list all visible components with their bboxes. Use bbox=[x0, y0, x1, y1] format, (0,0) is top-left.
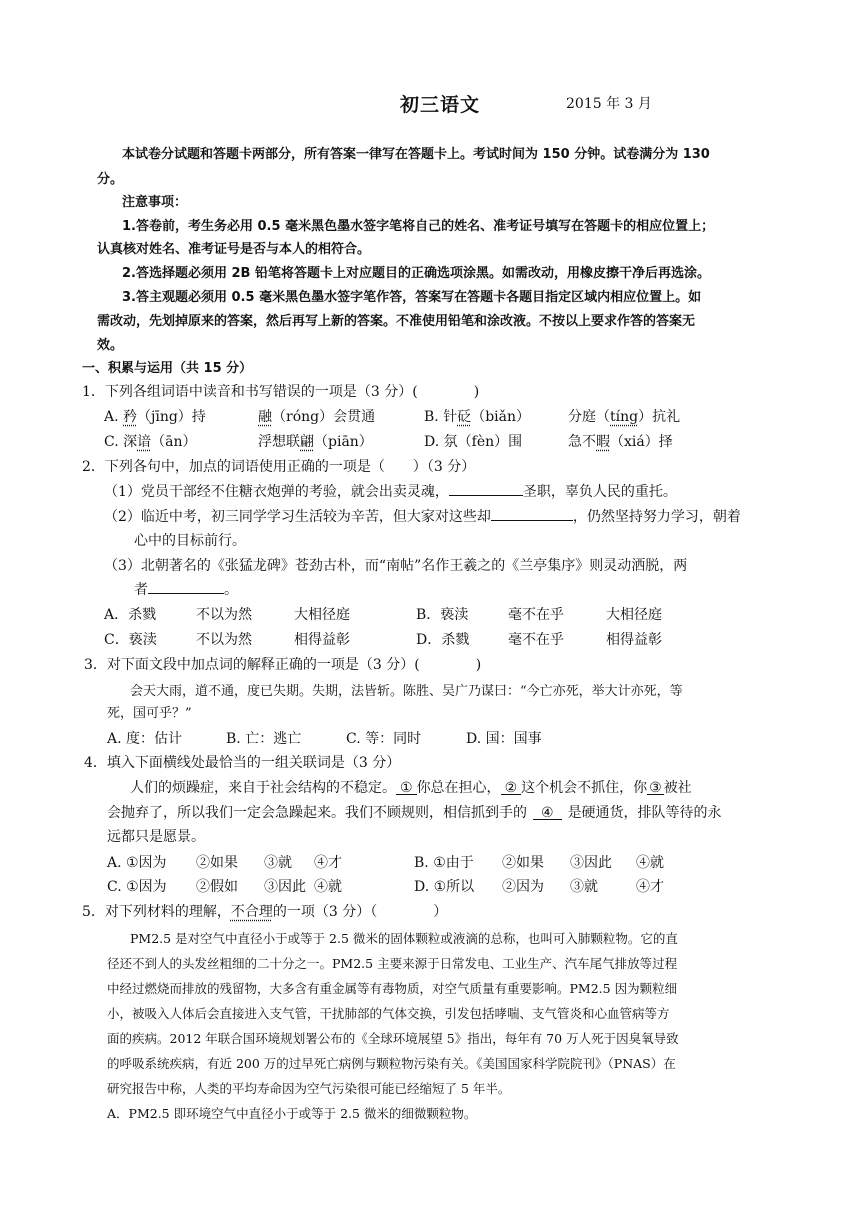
q4-option-d-2: ②因为 bbox=[502, 879, 544, 895]
q4-option-a-1: A. ①因为 bbox=[107, 855, 167, 871]
q3-option-d: D. 国：国事 bbox=[466, 731, 542, 747]
q2-sentence-3: （3）北朝著名的《张猛龙碑》苍劲古朴，而“南帖”名作王羲之的《兰亭集序》则灵动洒脱，两 bbox=[104, 558, 688, 574]
q2-sentence-1: （1）党员干部经不住糖衣炮弹的考验，就会出卖灵魂， 圣职，辜负人民的重托。 bbox=[104, 481, 677, 501]
page-header bbox=[0, 90, 860, 114]
notice-item-1: 1.答卷前，考生务必用 0.5 毫米黑色墨水签字笔将自己的姓名、准考证号填写在答题卡的相应位置上； bbox=[122, 219, 715, 234]
notice-item-1-cont: 认真核对姓名、准考证号是否与本人的相符合。 bbox=[97, 242, 371, 257]
q4-option-a-4: ④才 bbox=[314, 855, 342, 871]
q2-option-c-word-2: 不以为然 bbox=[196, 632, 252, 648]
q1-option-c-1: C. 深谙（ān） bbox=[104, 434, 197, 450]
q2-option-d-word-2: 毫不在乎 bbox=[508, 632, 564, 648]
q4-option-b-3: ③因此 bbox=[570, 855, 612, 871]
q2-stem: 2．下列各句中，加点的词语使用正确的一项是（ ）（3 分） bbox=[82, 459, 476, 475]
q5-passage-line-3: 中经过燃烧而排放的残留物，大多含有重金属等有毒物质，对空气质量有重要影响。PM2.5 因为颗粒细 bbox=[107, 981, 678, 996]
q1-option-c-2: 浮想联翩（piān） bbox=[258, 434, 373, 450]
section-title: 一、积累与运用（共 15 分） bbox=[82, 361, 253, 376]
q1-option-b-1: B. 针砭（biǎn） bbox=[424, 409, 531, 425]
q5-passage-line-1: PM2.5 是对空气中直径小于或等于 2.5 微米的固体颗粒或液滴的总称，也叫可入肺颗粒物。它的直 bbox=[130, 931, 678, 946]
q2-option-b-word-2: 毫不在乎 bbox=[508, 607, 564, 623]
q2-option-d-word-3: 相得益彰 bbox=[606, 632, 662, 648]
q2-option-a-word-3: 大相径庭 bbox=[294, 607, 350, 623]
q4-option-c-2: ②假如 bbox=[196, 879, 238, 895]
notice-item-3-cont: 需改动，先划掉原来的答案，然后再写上新的答案。不准使用铅笔和涂改液。不按以上要求作答的答案无 bbox=[97, 314, 696, 329]
q5-passage-line-5: 面的疾病。2012 年联合国环境规划署公布的《全球环境展望 5》指出，每年有 70 万人死于因臭氧导致 bbox=[107, 1031, 679, 1046]
q1-option-b-2: 分庭（tíng）抗礼 bbox=[568, 409, 681, 425]
q4-option-d-1: D. ①所以 bbox=[414, 879, 475, 895]
q2-option-b-word-3: 大相径庭 bbox=[606, 607, 662, 623]
q5-passage-line-2: 径还不到人的头发丝粗细的二十分之一。PM2.5 主要来源于日常发电、工业生产、汽车尾气排放等过程 bbox=[107, 956, 678, 971]
q3-passage-line-2: 死，国可乎？” bbox=[107, 706, 192, 721]
q2-sentence-3-cont: 者 。 bbox=[134, 579, 238, 599]
q4-option-c-1: C. ①因为 bbox=[107, 879, 167, 895]
q2-option-c-word-3: 相得益彰 bbox=[294, 632, 350, 648]
q3-stem: 3．对下面文段中加点词的解释正确的一项是（3 分）( ) bbox=[84, 657, 482, 673]
q1-option-d-1: D. 氛（fèn）围 bbox=[424, 434, 523, 450]
q1-option-a-2: 融（róng）会贯通 bbox=[258, 409, 376, 425]
instructions-intro-cont: 分。 bbox=[97, 172, 124, 187]
q4-option-d-4: ④才 bbox=[636, 879, 664, 895]
q2-sentence-2-cont: 心中的目标前行。 bbox=[134, 533, 246, 549]
q4-option-c-3: ③因此 bbox=[264, 879, 306, 895]
q4-passage-line-2: 会抛弃了，所以我们一定会急躁起来。我们不顾规则，相信抓到手的 ④ 是硬通货，排队等待的永 bbox=[107, 805, 722, 821]
blank bbox=[148, 579, 224, 594]
q2-option-a-word-1: A．杀戮 bbox=[104, 607, 157, 623]
blank bbox=[449, 481, 523, 496]
notice-heading: 注意事项： bbox=[122, 195, 188, 210]
q4-option-a-3: ③就 bbox=[264, 855, 292, 871]
q3-option-a: A. 度：估计 bbox=[107, 731, 183, 747]
notice-item-2: 2.答选择题必须用 2B 铅笔将答题卡上对应题目的正确选项涂黑。如需改动，用橡皮擦干净后再选涂。 bbox=[122, 266, 710, 281]
q3-option-c: C. 等：同时 bbox=[346, 731, 422, 747]
q1-stem: 1．下列各组词语中读音和书写错误的一项是（3 分）( ) bbox=[82, 384, 480, 400]
q1-option-d-2: 急不暇（xiá）择 bbox=[568, 434, 673, 450]
q4-option-b-4: ④就 bbox=[636, 855, 664, 871]
q4-option-c-4: ④就 bbox=[314, 879, 342, 895]
q4-option-b-1: B. ①由于 bbox=[414, 855, 474, 871]
q5-passage-line-4: 小，被吸入人体后会直接进入支气管，干扰肺部的气体交换，引发包括哮喘、支气管炎和心血管病等方 bbox=[107, 1006, 670, 1021]
q2-option-d-word-1: D．杀戮 bbox=[416, 632, 470, 648]
page-title: 初三语文 bbox=[400, 94, 481, 116]
q5-option-a: A．PM2.5 即环境空气中直径小于或等于 2.5 微米的细微颗粒物。 bbox=[107, 1106, 477, 1121]
q3-passage-line-1: 会天大雨，道不通，度已失期。失期，法皆斩。陈胜、吴广乃谋曰：“今亡亦死，举大计亦死，等 bbox=[130, 684, 683, 699]
q2-option-a-word-2: 不以为然 bbox=[196, 607, 252, 623]
q4-passage-line-3: 远都只是愿景。 bbox=[107, 829, 205, 845]
q5-stem: 5．对下列材料的理解，不合理的一项（3 分）（ ） bbox=[82, 904, 448, 920]
q4-option-b-2: ②如果 bbox=[502, 855, 544, 871]
q4-option-d-3: ③就 bbox=[570, 879, 598, 895]
q3-option-b: B. 亡：逃亡 bbox=[226, 731, 302, 747]
exam-date: 2015 年 3 月 bbox=[566, 96, 652, 112]
q5-passage-line-6: 的呼吸系统疾病，有近 200 万的过早死亡病例与颗粒物污染有关。《美国国家科学院院刊》（PNAS）在 bbox=[107, 1056, 676, 1071]
notice-item-3-end: 效。 bbox=[97, 338, 124, 353]
q5-passage-line-7: 研究报告中称，人类的平均寿命因为空气污染很可能已经缩短了 5 年半。 bbox=[107, 1081, 511, 1096]
q4-stem: 4．填入下面横线处最恰当的一组关联词是（3 分） bbox=[84, 755, 401, 771]
q2-option-b-word-1: B．亵渎 bbox=[416, 607, 469, 623]
q4-passage-line-1: 人们的烦躁症，来自于社会结构的不稳定。 ① 你总在担心， ② 这个机会不抓住，你 ③ 被社 bbox=[130, 780, 692, 796]
blank bbox=[491, 506, 573, 521]
notice-item-3: 3.答主观题必须用 0.5 毫米黑色墨水签字笔作答，答案写在答题卡各题目指定区域内相应位置上。如 bbox=[122, 290, 702, 305]
q2-option-c-word-1: C．亵渎 bbox=[104, 632, 157, 648]
q4-option-a-2: ②如果 bbox=[196, 855, 238, 871]
q1-option-a-1: A. 矜（jīng）持 bbox=[104, 409, 206, 425]
q2-sentence-2: （2）临近中考，初三同学学习生活较为辛苦，但大家对这些却 ，仍然坚持努力学习，朝着 bbox=[104, 506, 741, 526]
instructions-intro: 本试卷分试题和答题卡两部分，所有答案一律写在答题卡上。考试时间为 150 分钟。试卷满分为 130 bbox=[122, 147, 710, 162]
